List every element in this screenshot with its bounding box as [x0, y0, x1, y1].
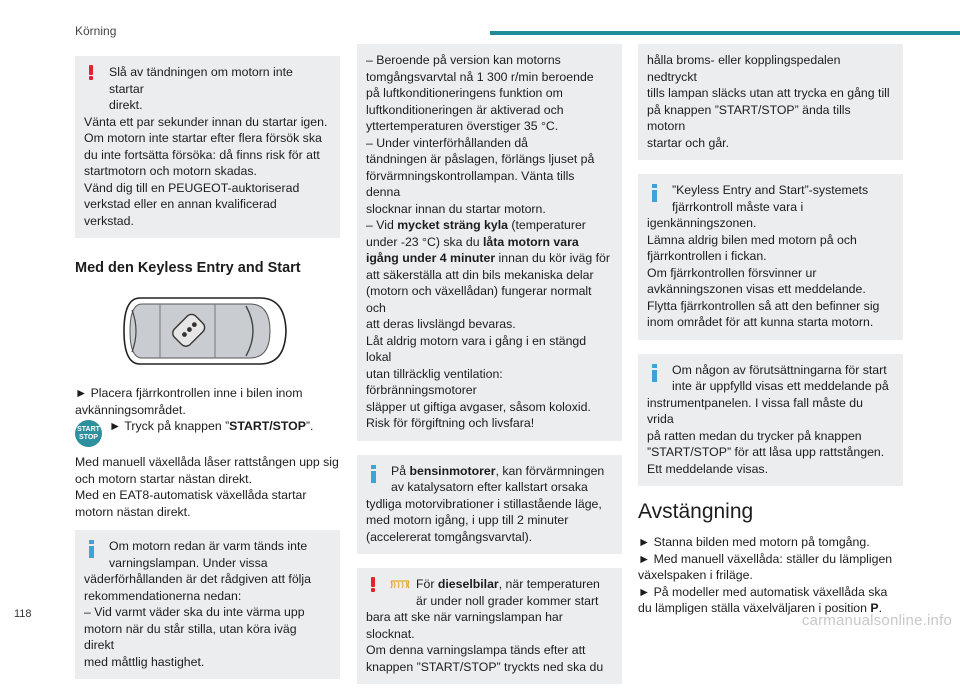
info-lead: [366, 463, 611, 496]
text-line: Lämna aldrig bilen med motorn på och: [647, 232, 857, 247]
text-line: tydliga motorvibrationer i stillastående läge,: [366, 496, 602, 511]
warning-continued-box: [638, 44, 903, 160]
info-icon: [652, 184, 658, 200]
warning-lead: [84, 64, 329, 114]
text-line: – Beroende på version kan motorns: [366, 53, 561, 67]
info-box-start-conditions: [638, 354, 903, 487]
text-line: slocknar innan du startar motorn.: [366, 201, 546, 216]
info-lead: [647, 182, 892, 215]
text-line: Vänd dig till en PEUGEOT-auktoriserad: [84, 180, 300, 195]
text-line: ► Stanna bilden med motorn på tomgång.: [638, 535, 870, 549]
warning-box-start: [75, 56, 340, 238]
text-line: växelspaken i friläge.: [638, 568, 753, 582]
text-line: igång under 4 minuter innan du kör iväg för: [366, 251, 610, 265]
warning-lead: [366, 576, 611, 609]
text-line: direkt.: [109, 98, 143, 112]
text-line: – Vid mycket sträng kyla (temperaturer: [366, 218, 586, 232]
page-number: 118: [14, 608, 32, 620]
text-line: Vänta ett par sekunder innan du startar igen.: [84, 114, 328, 129]
start-stop-button-icon: [75, 420, 102, 447]
text-line: Om motorn inte startar efter flera försök ska: [84, 131, 322, 145]
running-header: Körning: [75, 24, 117, 38]
info-box-keyless-zone: [638, 174, 903, 340]
text-line: är under noll grader kommer start: [416, 593, 599, 608]
text-line: (motorn och växellådan) fungerar normalt och: [366, 284, 592, 315]
text-line: instrumentpanelen. I vissa fall måste du vrida: [647, 395, 863, 426]
info-lead: [84, 538, 329, 571]
text-line: Risk för förgiftning och livsfara!: [366, 416, 535, 430]
text-line: att säkerställa att din bils mekaniska delar: [366, 267, 594, 282]
text-line: Ett meddelande visas.: [647, 461, 768, 476]
text-line: hålla broms- eller kopplingspedalen nedtryckt: [647, 53, 841, 84]
text-line: fjärrkontroll måste vara i: [672, 199, 804, 214]
text-line: ”START/STOP” för att låsa upp rattstången.: [647, 445, 885, 459]
text-line: under -23 °C) ska du låta motorn vara: [366, 234, 579, 249]
text-line: Om motorn redan är varm tänds inte: [109, 539, 308, 553]
text-line: av katalysatorn efter kallstart orsaka: [391, 480, 588, 494]
text-line: Låt aldrig motorn vara i gång i en stängd lokal: [366, 333, 587, 364]
info-icon: [89, 540, 95, 556]
text-line: inte är uppfylld visas ett meddelande på: [672, 379, 889, 393]
text-line: För dieselbilar, när temperaturen: [416, 577, 600, 591]
car-key-illustration: [120, 290, 290, 372]
text-line: släpper ut giftiga avgaser, såsom koloxid.: [366, 399, 591, 414]
column-3: [638, 44, 903, 617]
text-line: Flytta fjärrkontrollen så att den befinner sig: [647, 298, 880, 313]
text-line: luftkonditioneringen är aktiverad och: [366, 102, 564, 117]
info-lead: [647, 362, 892, 395]
text-line: med motorn igång, i upp till 2 minuter: [366, 513, 569, 527]
text-line: med måttlig hastighet.: [84, 654, 205, 669]
column-2: [357, 44, 622, 698]
text-line: motorn när du står stilla, utan köra iväg direkt: [84, 621, 297, 652]
text-line: och motorn startar nästan direkt.: [75, 471, 253, 486]
text-line: startar och går.: [647, 135, 730, 150]
text-line: utan tillräcklig ventilation: förbränningsmotorer: [366, 366, 503, 397]
text-line: ► Placera fjärrkontrollen inne i bilen inom: [75, 386, 303, 400]
text-line: på luftkonditioneringens funktion om: [366, 86, 563, 100]
text-line: tills lampan släcks utan att trycka en gång till: [647, 86, 890, 100]
info-icon: [371, 465, 377, 481]
text-line: verkstad eller en annan kvalificerad verkstad.: [84, 197, 277, 228]
info-box-petrol: [357, 455, 622, 555]
text-line: fjärrkontrollen i fickan.: [647, 249, 767, 263]
text-line: inom området för att kunna starta motorn.: [647, 315, 874, 329]
text-line: knappen ”START/STOP” tryckts ned ska du: [366, 659, 604, 674]
text-line: – Vid varmt väder ska du inte värma upp: [84, 605, 305, 619]
text-line: du inte fortsätta försöka: då finns risk för att: [84, 147, 320, 162]
text-line: – Under vinterförhållanden då: [366, 135, 529, 150]
text-line: Om någon av förutsättningarna för start: [672, 362, 887, 377]
text-line: Om denna varningslampa tänds efter att: [366, 643, 586, 657]
text-line: ”Keyless Entry and Start”-systemets: [672, 183, 869, 197]
text-line: avkänningszonen visas ett meddelande.: [647, 282, 866, 296]
text-line: Med en EAT8-automatisk växellåda startar: [75, 488, 307, 502]
text-line: motorn nästan direkt.: [75, 504, 191, 519]
text-line: tomgångsvarvtal nå 1 300 r/min beroende: [366, 69, 594, 84]
text-line: rekommendationerna nedan:: [84, 588, 242, 603]
text-line: ► Med manuell växellåda: ställer du lämpligen: [638, 551, 893, 566]
text-line: Om fjärrkontrollen försvinner ur: [647, 265, 817, 280]
info-continued-box: [357, 44, 622, 441]
section-heading-avstangning: Avstängning: [638, 500, 754, 523]
start-instruction: ► Tryck på knappen ”START/STOP”.: [109, 419, 314, 433]
watermark: carmanualsonline.info: [801, 612, 952, 629]
stop-label: STOP: [79, 434, 98, 441]
text-line: (accelererat tomgångsvarvtal).: [366, 529, 533, 544]
warning-icon: [370, 577, 376, 592]
text-line: du lämpligen ställa växelväljaren i position P.: [638, 601, 883, 615]
text-line: På bensinmotorer, kan förvärmningen: [391, 463, 605, 478]
text-line: ► På modeller med automatisk växellåda ska: [638, 584, 888, 599]
glow-plug-icon: [390, 579, 410, 589]
info-box-warm-engine: [75, 530, 340, 679]
text-line: att deras livslängd bevaras.: [366, 317, 516, 331]
text-line: Slå av tändningen om motorn inte startar: [109, 65, 293, 96]
text-line: startmotorn och motorn skadas.: [84, 164, 257, 178]
text-line: på knappen ”START/STOP” ända tills motorn: [647, 102, 851, 133]
text-line: väderförhållanden är det rådgiven att följa: [84, 572, 311, 586]
text-line: varningslampan. Under vissa: [109, 555, 268, 570]
warning-box-diesel: [357, 568, 622, 684]
start-label: START: [77, 426, 100, 433]
text-line: bara att ske när varningslampan har slocknat.: [366, 610, 563, 641]
info-icon: [652, 364, 658, 380]
text-line: yttertemperaturen överstiger 35 °C.: [366, 119, 559, 133]
text-line: avkänningsområdet.: [75, 402, 186, 417]
text-line: förvärmningskontrollampan. Vänta tills denna: [366, 168, 575, 199]
start-step: [75, 418, 340, 446]
warning-icon: [88, 65, 94, 80]
column-1: [75, 44, 340, 693]
header-accent-bar: [490, 31, 960, 35]
text-line: igenkänningszonen.: [647, 216, 757, 230]
text-line: på ratten medan du trycker på knappen: [647, 428, 862, 443]
text-line: Med manuell växellåda låser rattstången upp sig: [75, 455, 339, 469]
section-title-keyless: Med den Keyless Entry and Start: [75, 260, 301, 276]
text-line: tändningen är påslagen, förlängs ljuset på: [366, 152, 595, 166]
